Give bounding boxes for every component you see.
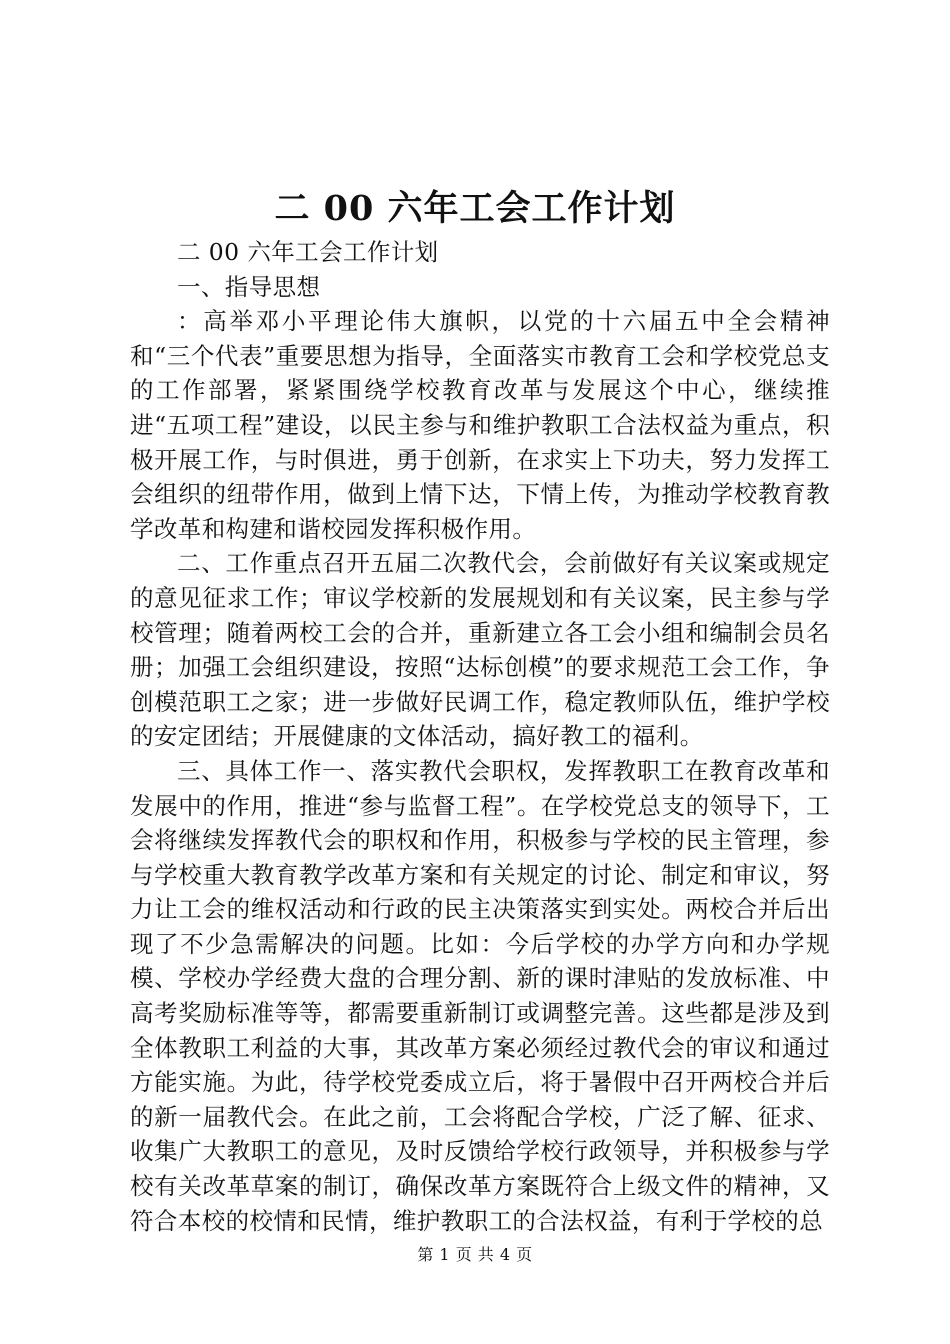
body-paragraph-specific-work: 三、具体工作一、落实教代会职权，发挥教职工在教育改革和发展中的作用，推进“参与监督工程”。在学校党总支的领导下，工会将继续发挥教代会的职权和作用，积极参与学校的民主管理，参与学校重大教育教学改革方案和有关规定的讨论、制定和审议，努力让工会的维权活动和行政的民主决策落实到实处。两校合并后出现了不少急需解决的问题。比如：今后学校的办学方向和办学规模、学校办学经费大盘的合理分割、新的课时津贴的发放标准、中高考奖励标准等等，都需要重新制订或调整完善。这些都是涉及到全体教职工利益的大事，其改革方案必须经过教代会的审议和通过方能实施。为此，待学校党委成立后，将于暑假中召开两校合并后的新一届教代会。在此之前，工会将配合学校，广泛了解、征求、收集广大教职工的意见，及时反馈给学校行政领导，并积极参与学校有关改革草案的制订，确保改革方案既符合上级文件的精神，又符合本校的校情和民情，维护教职工的合法权益，有利于学校的总 [130, 756, 830, 1235]
body-paragraph-work-focus: 二、工作重点召开五届二次教代会，会前做好有关议案或规定的意见征求工作；审议学校新的发展规划和有关议案，民主参与学校管理；随着两校工会的合并，重新建立各工会小组和编制会员名册；加强工会组织建设，按照“达标创模”的要求规范工会工作，争创模范职工之家；进一步做好民调工作，稳定教师队伍，维护学校的安定团结；开展健康的文体活动，搞好教工的福利。 [130, 549, 830, 751]
document-body [130, 235, 830, 1238]
body-paragraph-guiding-thought: ：高举邓小平理论伟大旗帜，以党的十六届五中全会精神和“三个代表”重要思想为指导，全面落实市教育工会和学校党总支的工作部署，紧紧围绕学校教育改革与发展这个中心，继续推进“五项工程”建设，以民主参与和维护教职工合法权益为重点，积极开展工作，与时俱进，勇于创新，在求实上下功夫，努力发挥工会组织的纽带作用，做到上情下达，下情上传，为推动学校教育教学改革和构建和谐校园发挥积极作用。 [130, 307, 830, 543]
body-paragraph-subtitle: 二 00 六年工会工作计划 [177, 238, 439, 266]
body-paragraph-section-heading: 一、指导思想 [177, 272, 321, 301]
document-title: 二 00 六年工会工作计划 [274, 188, 676, 229]
page-number-footer: 第 1 页 共 4 页 [417, 1245, 533, 1264]
